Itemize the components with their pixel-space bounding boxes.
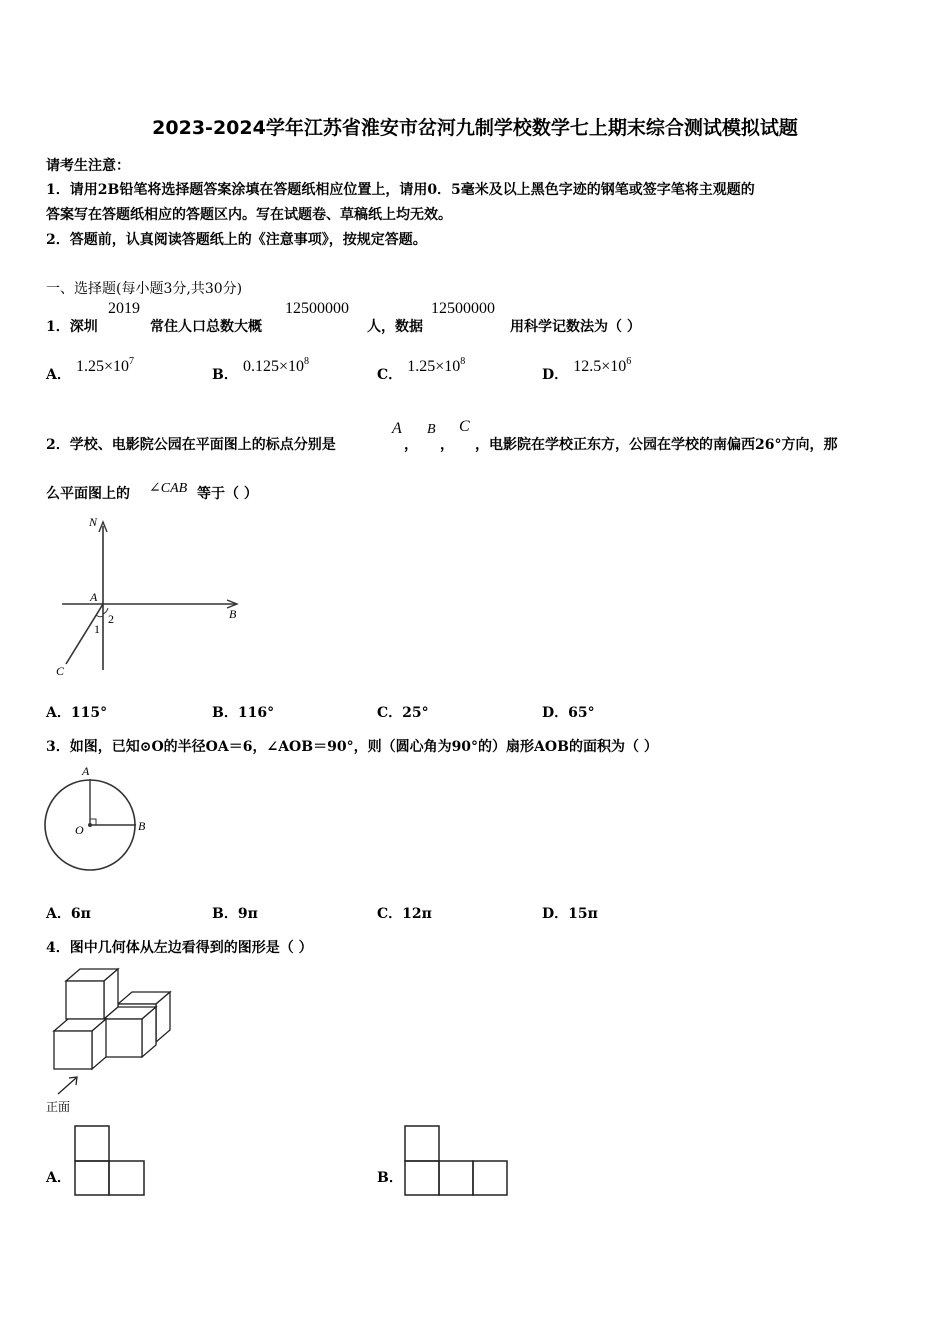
q1-text-1: 1．深圳 — [46, 319, 98, 335]
option-label: B． — [212, 906, 238, 922]
option-label: D． — [542, 705, 569, 721]
label-b: B — [138, 819, 146, 833]
option-label: D． — [542, 906, 569, 922]
label-b: B — [229, 607, 237, 621]
option-label: B． — [377, 1170, 403, 1186]
q1-year: 2019 — [108, 300, 140, 317]
q2-comma-2: ， — [440, 437, 454, 453]
q2-comma-1: ， — [404, 437, 418, 453]
option-label: C． — [377, 906, 403, 922]
q1-number-2: 12500000 — [431, 300, 495, 317]
option-value-base: 1.25×10 — [75, 358, 129, 375]
option-value-exponent: 6 — [626, 356, 632, 367]
page-title: 2023-2024学年江苏省淮安市岔河九制学校数学七上期末综合测试模拟试题 — [152, 117, 798, 139]
label-2: 2 — [108, 612, 114, 626]
q1-text-3: 人，数据 — [367, 319, 423, 335]
option-value: 6π — [70, 906, 91, 922]
q1-number-1: 12500000 — [285, 300, 349, 317]
option-label: A． — [46, 906, 71, 922]
option-value-base: 0.125×10 — [242, 358, 304, 375]
option-label: B． — [212, 705, 238, 721]
option-value: 15π — [568, 906, 598, 922]
option-value-exponent: 8 — [303, 356, 309, 367]
front-view-label: 正面 — [46, 1100, 71, 1114]
option-label: C． — [377, 367, 403, 383]
option-value: 115° — [70, 705, 108, 721]
q2-point-b: B — [427, 422, 436, 437]
q2-text-2: ，电影院在学校正东方，公园在学校的南偏西26°方向，那 — [475, 437, 838, 453]
notice-line-2: 2．答题前，认真阅读答题纸上的《注意事项》，按规定答题。 — [46, 232, 427, 248]
q2-point-c: C — [459, 418, 470, 435]
option-value: 12π — [402, 906, 432, 922]
option-label: A． — [46, 1170, 71, 1186]
notice-line-1a: 1．请用2B铅笔将选择题答案涂填在答题纸相应位置上，请用0．5毫米及以上黑色字迹的钢笔或签字笔将主观题的 — [46, 182, 755, 198]
option-value-base: 1.25×10 — [407, 358, 461, 375]
option-label: A． — [46, 367, 71, 383]
option-value-base: 12.5×10 — [573, 358, 627, 375]
notice-line-1b: 答案写在答题纸相应的答题区内。写在试题卷、草稿纸上均无效。 — [46, 207, 452, 223]
option-label: D． — [542, 367, 569, 383]
q2-angle: ∠CAB — [149, 481, 188, 496]
option-value: 65° — [568, 705, 595, 721]
label-c: C — [56, 664, 65, 678]
q3-text: 3．如图，已知⊙O的半径OA＝6，∠AOB＝90°，则（圆心角为90°的）扇形AOB的面积为（ ） — [46, 739, 658, 755]
notice-heading: 请考生注意： — [46, 158, 130, 174]
label-n: N — [89, 515, 98, 529]
option-value-exponent: 7 — [129, 356, 134, 367]
option-label: C． — [377, 705, 403, 721]
option-value-exponent: 8 — [460, 356, 466, 367]
option-label: A． — [46, 705, 71, 721]
label-a: A — [90, 590, 98, 604]
label-1: 1 — [94, 622, 100, 636]
q2-text-4: 等于（ ） — [197, 486, 258, 502]
label-a: A — [82, 764, 90, 778]
option-label: B． — [212, 367, 238, 383]
q2-text-1: 2．学校、电影院公园在平面图上的标点分别是 — [46, 437, 336, 453]
label-o: O — [75, 823, 84, 837]
q2-text-3: 么平面图上的 — [46, 486, 130, 502]
q1-text-4: 用科学记数法为（ ） — [510, 319, 641, 335]
section-heading: 一、选择题(每小题3分,共30分) — [46, 281, 243, 297]
q2-point-a: A — [392, 420, 402, 437]
option-value: 25° — [402, 705, 429, 721]
option-value: 9π — [237, 906, 258, 922]
q4-text: 4．图中几何体从左边看得到的图形是（ ） — [46, 940, 313, 956]
option-value: 116° — [237, 705, 275, 721]
q1-text-2: 常住人口总数大概 — [150, 319, 262, 335]
